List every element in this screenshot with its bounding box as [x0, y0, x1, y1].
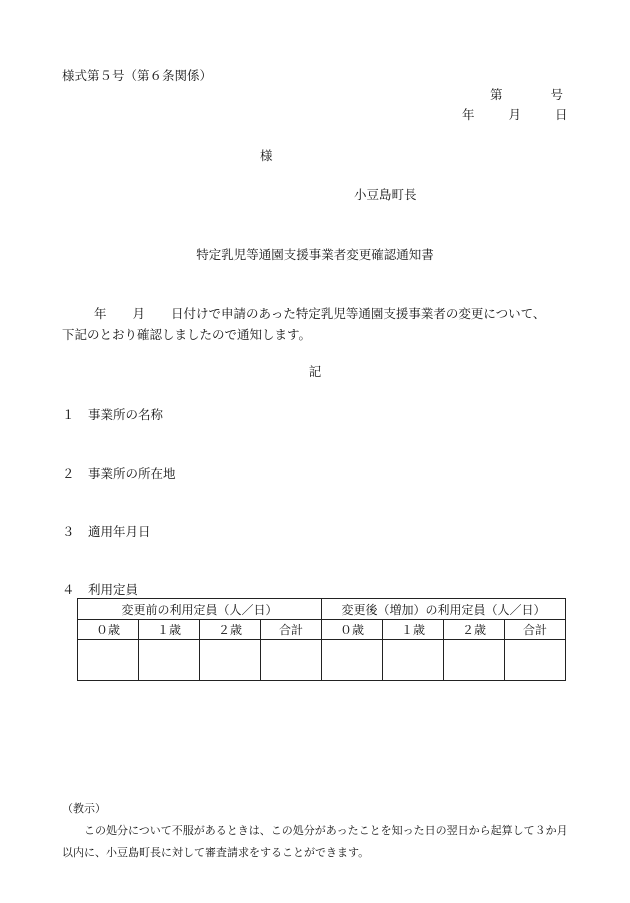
before-age1-cell: [139, 640, 200, 681]
capacity-table: [77, 598, 566, 681]
item-label: 事業所の名称: [88, 407, 164, 422]
after-age1-cell: [383, 640, 444, 681]
before-age2-header: ２歳: [200, 620, 261, 640]
issuer-name: 小豆島町長: [354, 187, 417, 202]
item-number: ２: [62, 466, 75, 481]
before-age0-header: ０歳: [78, 620, 139, 640]
ki-heading: 記: [308, 364, 322, 379]
notice-label: （教示）: [62, 802, 106, 815]
capacity-before-header: 変更前の利用定員（人／日）: [78, 599, 322, 620]
item-number: ４: [62, 582, 75, 597]
before-age1-header: １歳: [139, 620, 200, 640]
item-capacity: [62, 580, 138, 598]
capacity-after-header: 変更後（増加）の利用定員（人／日）: [322, 599, 566, 620]
after-age2-cell: [444, 640, 505, 681]
after-total-header: 合計: [505, 620, 566, 640]
item-effective-date: [62, 522, 151, 540]
addressee-honorific: 様: [260, 148, 273, 163]
body-year: 年: [94, 306, 107, 321]
before-age0-cell: [78, 640, 139, 681]
body-line1: 日付けで申請のあった特定乳児等通園支援事業者の変更について、: [171, 306, 546, 321]
body-line2: 下記のとおり確認しましたので通知します。: [62, 327, 312, 342]
after-age0-cell: [322, 640, 383, 681]
issue-date: [462, 105, 567, 123]
notice-text: [62, 820, 582, 864]
item-number: １: [62, 407, 75, 422]
body-paragraph: [62, 303, 572, 345]
before-total-header: 合計: [261, 620, 322, 640]
after-age1-header: １歳: [383, 620, 444, 640]
issue-date-day: 日: [554, 107, 568, 122]
item-label: 利用定員: [88, 582, 139, 597]
before-age2-cell: [200, 640, 261, 681]
after-age0-header: ０歳: [322, 620, 383, 640]
issue-date-year: 年: [462, 107, 475, 122]
item-label: 適用年月日: [88, 524, 151, 539]
notice-line2: 以内に、小豆島町長に対して審査請求をすることができます。: [62, 846, 370, 859]
item-number: ３: [62, 524, 75, 539]
document-title: 特定乳児等通園支援事業者変更確認通知書: [196, 247, 434, 262]
item-facility-name: [62, 405, 163, 423]
issue-date-month: 月: [508, 107, 521, 122]
before-total-cell: [261, 640, 322, 681]
notice-line1: この処分について不服があるときは、この処分があったことを知った日の翌日から起算して３か月: [84, 824, 568, 837]
document-number: [490, 85, 563, 103]
item-label: 事業所の所在地: [88, 466, 176, 481]
body-month: 月: [132, 306, 146, 321]
form-number: 様式第５号（第６条関係）: [62, 68, 213, 83]
document-number-dai: 第: [490, 87, 503, 102]
item-facility-address: [62, 464, 176, 482]
after-total-cell: [505, 640, 566, 681]
document-number-go: 号: [550, 87, 563, 102]
after-age2-header: ２歳: [444, 620, 505, 640]
